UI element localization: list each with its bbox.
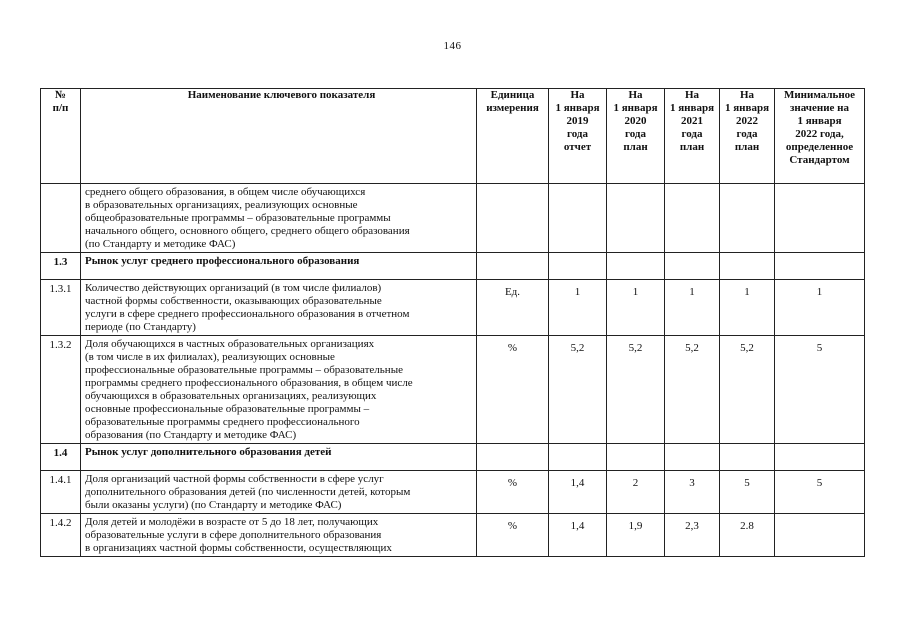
unit-cell: % xyxy=(477,336,549,444)
section-row xyxy=(41,444,865,471)
value-2021 xyxy=(665,253,720,280)
unit-cell xyxy=(477,184,549,253)
indicator-name-line: частной формы собственности, оказывающих образовательные xyxy=(85,295,382,307)
value-2021: 3 xyxy=(665,471,720,514)
indicator-name-line: образовательные услуги в сфере дополнительного образования xyxy=(85,529,382,541)
row-number xyxy=(41,184,81,253)
indicator-name xyxy=(81,280,477,336)
table-body xyxy=(41,184,865,557)
section-title xyxy=(81,253,477,280)
value-2022 xyxy=(720,444,775,471)
value-2019: 1,4 xyxy=(549,514,607,557)
page-number: 146 xyxy=(443,40,462,52)
indicator-name-line: Доля детей и молодёжи в возрасте от 5 до 18 лет, получающих xyxy=(85,516,379,528)
unit-cell: % xyxy=(477,514,549,557)
indicator-name-line: среднего общего образования, в общем числе обучающихся xyxy=(85,186,366,198)
header-unit: Единица измерения xyxy=(477,89,549,184)
unit-cell: % xyxy=(477,471,549,514)
indicator-name xyxy=(81,514,477,557)
value-2022: 5 xyxy=(720,471,775,514)
indicator-name-line: Рынок услуг среднего профессионального образования xyxy=(85,255,360,267)
value-2020 xyxy=(607,184,665,253)
section-row xyxy=(41,253,865,280)
key-indicators-table xyxy=(40,88,865,557)
indicator-name-line: обучающихся в образовательных организациях, реализующих xyxy=(85,390,377,402)
indicator-name-line: профессиональные образовательные программы – образовательные xyxy=(85,364,403,376)
indicator-name-line: Доля обучающихся в частных образовательных организациях xyxy=(85,338,375,350)
table-row xyxy=(41,514,865,557)
indicator-name-line: образования (по Стандарту и методике ФАС) xyxy=(85,429,297,441)
table-row xyxy=(41,184,865,253)
indicator-name-line: (в том числе в их филиалах), реализующих основные xyxy=(85,351,335,363)
indicator-name-line: основные профессиональные образовательные программы – xyxy=(85,403,370,415)
value-2021 xyxy=(665,444,720,471)
header-2020: На 1 января 2020 года план xyxy=(607,89,665,184)
indicator-name-line: услуги в сфере среднего профессионального образования в отчетном xyxy=(85,308,410,320)
indicator-name xyxy=(81,336,477,444)
value-2019 xyxy=(549,253,607,280)
row-number: 1.3 xyxy=(41,253,81,280)
table-row xyxy=(41,280,865,336)
indicator-name-line: в организациях частной формы собственности, осуществляющих xyxy=(85,542,392,554)
value-minimum xyxy=(775,184,865,253)
value-minimum xyxy=(775,514,865,557)
header-number: № п/п xyxy=(41,89,81,184)
indicator-name-line: Рынок услуг дополнительного образования детей xyxy=(85,446,332,458)
unit-cell xyxy=(477,444,549,471)
value-2020 xyxy=(607,253,665,280)
value-2020: 5,2 xyxy=(607,336,665,444)
indicator-name-line: Доля организаций частной формы собственности в сфере услуг xyxy=(85,473,384,485)
indicator-name-line: образовательные программы среднего профессионального xyxy=(85,416,360,428)
value-minimum: 1 xyxy=(775,280,865,336)
value-minimum xyxy=(775,253,865,280)
indicator-name-line: в образовательных организациях, реализующих основные xyxy=(85,199,358,211)
value-2021: 2,3 xyxy=(665,514,720,557)
unit-cell xyxy=(477,253,549,280)
indicator-name-line: общеобразовательные программы – образовательные программы xyxy=(85,212,391,224)
table-row xyxy=(41,471,865,514)
value-2021 xyxy=(665,184,720,253)
indicator-name xyxy=(81,471,477,514)
value-2022: 2.8 xyxy=(720,514,775,557)
row-number: 1.3.2 xyxy=(41,336,81,444)
indicator-name-line: программы среднего профессионального образования, в общем числе xyxy=(85,377,413,389)
value-2019: 1 xyxy=(549,280,607,336)
header-2021: На 1 января 2021 года план xyxy=(665,89,720,184)
value-minimum: 5 xyxy=(775,471,865,514)
value-2022: 1 xyxy=(720,280,775,336)
value-minimum: 5 xyxy=(775,336,865,444)
header-indicator-name: Наименование ключевого показателя xyxy=(81,89,477,184)
value-2022: 5,2 xyxy=(720,336,775,444)
indicator-name-line: периоде (по Стандарту) xyxy=(85,321,196,333)
header-2019: На 1 января 2019 года отчет xyxy=(549,89,607,184)
value-2022 xyxy=(720,184,775,253)
indicator-name-line: начального общего, основного общего, среднего общего образования xyxy=(85,225,410,237)
value-2020 xyxy=(607,444,665,471)
value-2020: 1,9 xyxy=(607,514,665,557)
row-number: 1.4.2 xyxy=(41,514,81,557)
header-minimum-value: Минимальное значение на 1 января 2022 года, определенное Стандартом xyxy=(775,89,865,184)
row-number: 1.4.1 xyxy=(41,471,81,514)
value-2019: 5,2 xyxy=(549,336,607,444)
indicator-name-line: дополнительного образования детей (по численности детей, которым xyxy=(85,486,411,498)
value-2020: 1 xyxy=(607,280,665,336)
value-2020: 2 xyxy=(607,471,665,514)
row-number: 1.3.1 xyxy=(41,280,81,336)
header-2022: На 1 января 2022 года план xyxy=(720,89,775,184)
indicator-name-line: (по Стандарту и методике ФАС) xyxy=(85,238,236,250)
value-minimum xyxy=(775,444,865,471)
table-header-row xyxy=(41,89,865,184)
row-number: 1.4 xyxy=(41,444,81,471)
unit-cell: Ед. xyxy=(477,280,549,336)
value-2022 xyxy=(720,253,775,280)
indicator-name-line: были оказаны услуги) (по Стандарту и методике ФАС) xyxy=(85,499,342,511)
indicator-name xyxy=(81,184,477,253)
value-2019 xyxy=(549,444,607,471)
value-2021: 1 xyxy=(665,280,720,336)
value-2019: 1,4 xyxy=(549,471,607,514)
value-2019 xyxy=(549,184,607,253)
indicator-name-line: Количество действующих организаций (в том числе филиалов) xyxy=(85,282,382,294)
section-title xyxy=(81,444,477,471)
value-2021: 5,2 xyxy=(665,336,720,444)
table-row xyxy=(41,336,865,444)
